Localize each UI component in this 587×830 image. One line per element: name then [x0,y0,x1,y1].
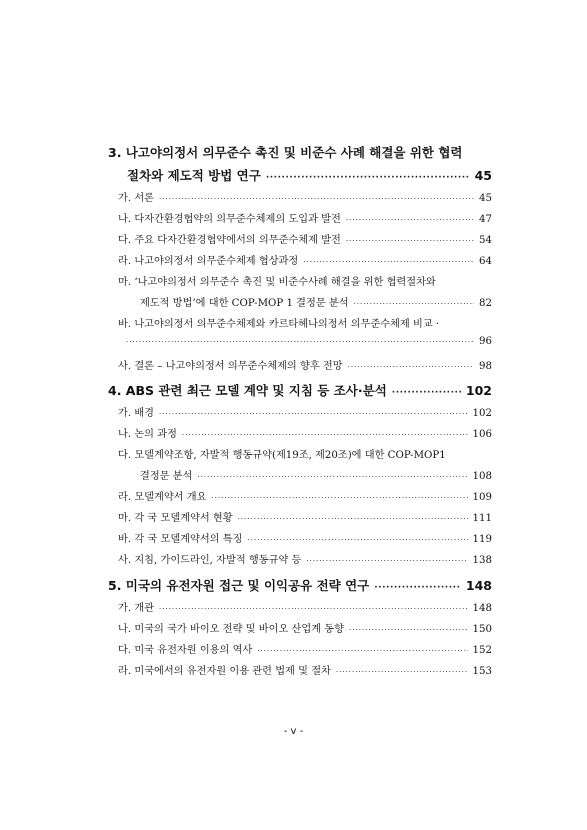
toc-item: 사. 지침, 가이드라인, 자발적 행동규약 등 ····· 138 [108,551,492,566]
toc-item-cont: ····· 96 [108,336,492,347]
toc-item: 마. ‘나고야의정서 의무준수 촉진 및 비준수사례 해결을 위한 협력절차와 [118,277,436,288]
toc-item: 라. 모델계약서 개요 ····· 109 [108,488,492,503]
toc-item: 나. 논의 과정 ····· 106 [108,425,492,440]
toc-item: 다. 미국 유전자원 이용의 역사 ····· 152 [108,641,492,656]
toc-item: 사. 결론 – 나고야의정서 의무준수체제의 향후 전망 ····· 98 [108,357,492,372]
toc-item: 가. 배경 ····· 102 [108,404,492,419]
toc-item-cont: 제도적 방법’에 대한 COP-MOP 1 결정문 분석 ····· 82 [108,294,492,309]
page-number: 102 [465,383,492,398]
page-number: 45 [474,168,492,183]
page-footer: - v - [283,726,304,737]
toc-item: 바. 나고야의정서 의무준수체제와 카르타헤나의정서 의무준수체제 비교 · [118,319,440,330]
section-5-title: 5. 미국의 유전자원 접근 및 이익공유 전략 연구 ····· 148 [108,576,492,594]
toc-item: 가. 서론 ····· 45 [108,189,492,204]
toc-item-cont: 결정문 분석 ····· 108 [108,467,492,482]
toc-item: 라. 미국에서의 유전자원 이용 관련 법제 및 절차 ····· 153 [108,662,492,677]
toc-item: 나. 다자간환경협약의 의무준수체제의 도입과 발전 ····· 47 [108,210,492,225]
section-3-title: 3. 나고야의정서 의무준수 촉진 및 비준수 사례 해결을 위한 협력 [108,145,463,160]
toc-item: 다. 모델계약조항, 자발적 행동규약(제19조, 제20조)에 대한 COP-MOP1 [118,450,446,461]
section-4-title: 4. ABS 관련 최근 모델 계약 및 지침 등 조사·분석 ····· 102 [108,381,492,399]
page-number: 148 [465,578,492,593]
toc-item: 바. 각 국 모델계약서의 특징 ····· 119 [108,530,492,545]
toc-item: 나. 미국의 국가 바이오 전략 및 바이오 산업계 동향 ····· 150 [108,620,492,635]
toc-item: 라. 나고야의정서 의무준수체제 협상과정 ····· 64 [108,252,492,267]
toc-item: 마. 각 국 모델계약서 현황 ····· 111 [108,509,492,524]
toc-item: 가. 개관 ····· 148 [108,599,492,614]
section-3-title-cont: 절차와 제도적 방법 연구 ····· 45 [108,166,492,184]
toc-item: 다. 주요 다자간환경협약에서의 의무준수체제 발전 ····· 54 [108,231,492,246]
